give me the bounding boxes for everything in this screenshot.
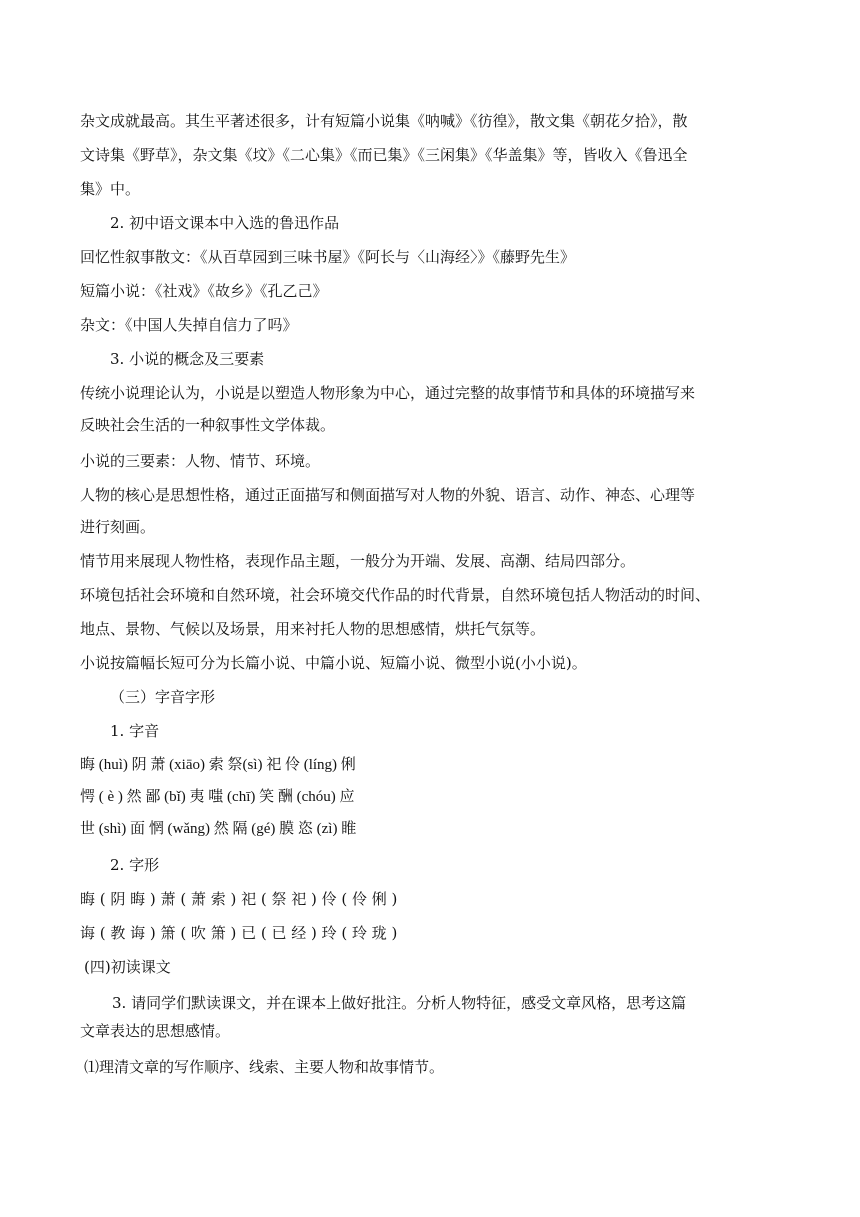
glyph-heading: 2. 字形 bbox=[110, 856, 160, 874]
sub-task-1: ⑴理清文章的写作顺序、线索、主要人物和故事情节。 bbox=[84, 1058, 445, 1076]
intro-line-3: 集》中。 bbox=[80, 180, 141, 198]
section2-heading: 2. 初中语文课本中入选的鲁迅作品 bbox=[110, 214, 340, 232]
glyph-line-2: 诲 ( 教 诲 ) 箫 ( 吹 箫 ) 已 ( 已 经 ) 玲 ( 玲 珑 ) bbox=[80, 924, 398, 942]
task-line-2: 文章表达的思想感情。 bbox=[80, 1022, 231, 1040]
section2-item-stories: 短篇小说：《社戏》《故乡》《孔乙己》 bbox=[80, 282, 328, 300]
intro-line-2: 文诗集《野草》，杂文集《坟》《二心集》《而已集》《三闲集》《华盖集》等，皆收入《鲁迅全 bbox=[80, 146, 688, 164]
section3-heading: 3. 小说的概念及三要素 bbox=[110, 350, 265, 368]
task-line-1: 3. 请同学们默读课文，并在课本上做好批注。分析人物特征，感受文章风格，思考这篇 bbox=[112, 994, 687, 1012]
section2-item-zawen: 杂文：《中国人失掉自信力了吗》 bbox=[80, 316, 298, 334]
pronunciation-heading: 1. 字音 bbox=[110, 722, 160, 740]
setting-line-1: 环境包括社会环境和自然环境，社会环境交代作品的时代背景，自然环境包括人物活动的时间、 bbox=[80, 586, 711, 604]
pronunciation-line-1: 晦 (huì) 阴 萧 (xiāo) 索 祭(sì) 祀 伶 (líng) 俐 bbox=[80, 757, 356, 773]
part4-heading: (四)初读课文 bbox=[84, 958, 171, 976]
setting-line-2: 地点、景物、气候以及场景，用来衬托人物的思想感情，烘托气氛等。 bbox=[80, 620, 546, 638]
pronunciation-line-3: 世 (shì) 面 惘 (wǎng) 然 隔 (gé) 膜 恣 (zì) 睢 bbox=[80, 821, 357, 837]
pronunciation-line-2: 愕 ( è ) 然 鄙 (bǐ) 夷 嗤 (chī) 笑 酬 (chóu) 应 bbox=[80, 789, 355, 805]
section2-item-essays: 回忆性叙事散文：《从百草园到三味书屋》《阿长与〈山海经〉》《藤野先生》 bbox=[80, 248, 576, 266]
character-line-2: 进行刻画。 bbox=[80, 518, 156, 536]
glyph-line-1: 晦 ( 阴 晦 ) 萧 ( 萧 索 ) 祀 ( 祭 祀 ) 伶 ( 伶 俐 ) bbox=[80, 890, 398, 908]
character-line-1: 人物的核心是思想性格，通过正面描写和侧面描写对人物的外貌、语言、动作、神态、心理等 bbox=[80, 486, 696, 504]
part3-heading: （三）字音字形 bbox=[110, 688, 216, 706]
three-elements: 小说的三要素：人物、情节、环境。 bbox=[80, 452, 321, 470]
plot-line: 情节用来展现人物性格，表现作品主题，一般分为开端、发展、高潮、结局四部分。 bbox=[80, 552, 636, 570]
definition-line-2: 反映社会生活的一种叙事性文学体裁。 bbox=[80, 416, 336, 434]
definition-line-1: 传统小说理论认为，小说是以塑造人物形象为中心，通过完整的故事情节和具体的环境描写来 bbox=[80, 384, 696, 402]
intro-line-1: 杂文成就最高。其生平著述很多，计有短篇小说集《呐喊》《彷徨》，散文集《朝花夕拾》，散 bbox=[80, 112, 688, 130]
novel-types: 小说按篇幅长短可分为长篇小说、中篇小说、短篇小说、微型小说(小小说)。 bbox=[80, 654, 587, 672]
